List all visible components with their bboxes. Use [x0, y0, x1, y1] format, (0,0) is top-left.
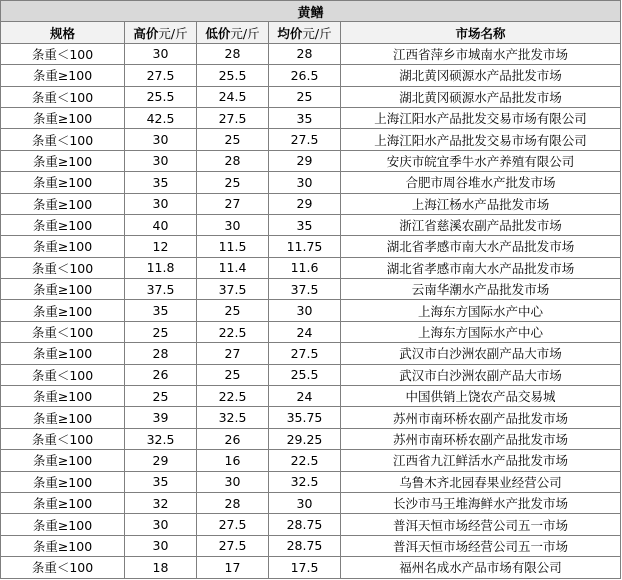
table-row: [1, 364, 621, 385]
cell-avg: 28.75: [269, 535, 341, 556]
cell-low: 25: [197, 364, 269, 385]
cell-low: 37.5: [197, 279, 269, 300]
cell-avg: 25: [269, 86, 341, 107]
cell-low: 27.5: [197, 514, 269, 535]
cell-low: 22.5: [197, 321, 269, 342]
cell-high: 12: [125, 236, 197, 257]
table-row: [1, 343, 621, 364]
cell-spec: 条重≥100: [1, 150, 125, 171]
cell-high: 29: [125, 450, 197, 471]
cell-market: 江西省萍乡市城南水产批发市场: [341, 43, 621, 64]
cell-avg: 30: [269, 492, 341, 513]
cell-spec: 条重≥100: [1, 343, 125, 364]
cell-low: 27.5: [197, 107, 269, 128]
cell-avg: 29: [269, 193, 341, 214]
cell-low: 27: [197, 343, 269, 364]
cell-high: 35: [125, 471, 197, 492]
cell-avg: 37.5: [269, 279, 341, 300]
cell-low: 25.5: [197, 65, 269, 86]
cell-spec: 条重＜100: [1, 257, 125, 278]
table-row: [1, 557, 621, 578]
cell-spec: 条重≥100: [1, 279, 125, 300]
header-low-unit: 元/斤: [230, 25, 260, 41]
cell-high: 25.5: [125, 86, 197, 107]
cell-high: 25: [125, 321, 197, 342]
table-row: [1, 172, 621, 193]
cell-spec: 条重＜100: [1, 43, 125, 64]
table-row: [1, 129, 621, 150]
table-row: [1, 279, 621, 300]
cell-market: 湖北省孝感市南大水产品批发市场: [341, 236, 621, 257]
cell-high: 18: [125, 557, 197, 578]
header-high: [125, 22, 197, 43]
cell-high: 30: [125, 129, 197, 150]
cell-spec: 条重≥100: [1, 407, 125, 428]
title-row: [1, 1, 621, 22]
cell-high: 27.5: [125, 65, 197, 86]
cell-high: 32: [125, 492, 197, 513]
cell-market: 江西省九江鲜活水产品批发市场: [341, 450, 621, 471]
header-avg-label: 均价: [277, 25, 303, 41]
cell-high: 30: [125, 193, 197, 214]
cell-market: 上海东方国际水产中心: [341, 321, 621, 342]
cell-avg: 26.5: [269, 65, 341, 86]
cell-spec: 条重≥100: [1, 193, 125, 214]
header-avg-unit: 元/斤: [302, 25, 332, 41]
table-row: [1, 86, 621, 107]
cell-market: 安庆市皖宜季牛水产养殖有限公司: [341, 150, 621, 171]
cell-avg: 24: [269, 386, 341, 407]
cell-market: 云南华潮水产品批发市场: [341, 279, 621, 300]
table-row: [1, 43, 621, 64]
table-row: [1, 428, 621, 449]
cell-spec: 条重≥100: [1, 386, 125, 407]
cell-high: 30: [125, 535, 197, 556]
cell-market: 湖北黄冈硕源水产品批发市场: [341, 65, 621, 86]
cell-avg: 35: [269, 107, 341, 128]
cell-market: 上海江阳水产品批发交易市场有限公司: [341, 107, 621, 128]
header-low: [197, 22, 269, 43]
cell-avg: 11.75: [269, 236, 341, 257]
table-title: 黄鳝: [1, 1, 621, 22]
cell-low: 25: [197, 129, 269, 150]
cell-low: 30: [197, 214, 269, 235]
cell-high: 30: [125, 514, 197, 535]
cell-market: 苏州市南环桥农副产品批发市场: [341, 407, 621, 428]
cell-avg: 29.25: [269, 428, 341, 449]
cell-market: 武汉市白沙洲农副产品大市场: [341, 343, 621, 364]
header-row: [1, 22, 621, 43]
table-body: [1, 43, 621, 578]
cell-high: 30: [125, 150, 197, 171]
cell-avg: 17.5: [269, 557, 341, 578]
table-row: [1, 300, 621, 321]
cell-market: 中国供销上饶农产品交易城: [341, 386, 621, 407]
cell-spec: 条重≥100: [1, 214, 125, 235]
cell-spec: 条重≥100: [1, 492, 125, 513]
cell-avg: 28.75: [269, 514, 341, 535]
cell-avg: 27.5: [269, 343, 341, 364]
cell-low: 27: [197, 193, 269, 214]
cell-low: 30: [197, 471, 269, 492]
cell-low: 16: [197, 450, 269, 471]
cell-avg: 25.5: [269, 364, 341, 385]
cell-high: 30: [125, 43, 197, 64]
cell-spec: 条重≥100: [1, 471, 125, 492]
cell-market: 乌鲁木齐北园春果业经营公司: [341, 471, 621, 492]
table-row: [1, 450, 621, 471]
cell-spec: 条重≥100: [1, 236, 125, 257]
cell-spec: 条重≥100: [1, 450, 125, 471]
cell-spec: 条重＜100: [1, 364, 125, 385]
cell-avg: 27.5: [269, 129, 341, 150]
cell-high: 40: [125, 214, 197, 235]
table-row: [1, 236, 621, 257]
cell-market: 上海江杨水产品批发市场: [341, 193, 621, 214]
cell-spec: 条重≥100: [1, 107, 125, 128]
table-row: [1, 514, 621, 535]
table-row: [1, 492, 621, 513]
cell-spec: 条重＜100: [1, 86, 125, 107]
cell-avg: 29: [269, 150, 341, 171]
cell-high: 42.5: [125, 107, 197, 128]
cell-low: 25: [197, 172, 269, 193]
cell-market: 武汉市白沙洲农副产品大市场: [341, 364, 621, 385]
cell-low: 32.5: [197, 407, 269, 428]
cell-high: 35: [125, 300, 197, 321]
cell-market: 湖北黄冈硕源水产品批发市场: [341, 86, 621, 107]
header-spec: 规格: [1, 22, 125, 43]
cell-spec: 条重≥100: [1, 535, 125, 556]
cell-spec: 条重＜100: [1, 129, 125, 150]
cell-avg: 24: [269, 321, 341, 342]
cell-high: 11.8: [125, 257, 197, 278]
cell-market: 普洱天恒市场经营公司五一市场: [341, 535, 621, 556]
cell-spec: 条重≥100: [1, 172, 125, 193]
cell-market: 湖北省孝感市南大水产品批发市场: [341, 257, 621, 278]
cell-avg: 30: [269, 172, 341, 193]
cell-market: 普洱天恒市场经营公司五一市场: [341, 514, 621, 535]
cell-avg: 35: [269, 214, 341, 235]
cell-low: 28: [197, 492, 269, 513]
cell-high: 35: [125, 172, 197, 193]
cell-low: 22.5: [197, 386, 269, 407]
cell-low: 17: [197, 557, 269, 578]
cell-market: 合肥市周谷堆水产批发市场: [341, 172, 621, 193]
cell-low: 11.4: [197, 257, 269, 278]
header-low-label: 低价: [205, 25, 231, 41]
table-row: [1, 65, 621, 86]
cell-avg: 35.75: [269, 407, 341, 428]
table-row: [1, 321, 621, 342]
header-avg: [269, 22, 341, 43]
cell-high: 37.5: [125, 279, 197, 300]
cell-market: 上海东方国际水产中心: [341, 300, 621, 321]
cell-spec: 条重＜100: [1, 428, 125, 449]
cell-market: 浙江省慈溪农副产品批发市场: [341, 214, 621, 235]
table-row: [1, 471, 621, 492]
cell-low: 11.5: [197, 236, 269, 257]
cell-avg: 30: [269, 300, 341, 321]
cell-avg: 22.5: [269, 450, 341, 471]
cell-market: 上海江阳水产品批发交易市场有限公司: [341, 129, 621, 150]
cell-high: 25: [125, 386, 197, 407]
cell-high: 39: [125, 407, 197, 428]
cell-spec: 条重≥100: [1, 65, 125, 86]
table-row: [1, 257, 621, 278]
cell-avg: 28: [269, 43, 341, 64]
cell-high: 32.5: [125, 428, 197, 449]
cell-low: 25: [197, 300, 269, 321]
table-row: [1, 214, 621, 235]
cell-high: 26: [125, 364, 197, 385]
cell-low: 28: [197, 150, 269, 171]
cell-spec: 条重≥100: [1, 514, 125, 535]
header-market: 市场名称: [341, 22, 621, 43]
cell-low: 28: [197, 43, 269, 64]
cell-market: 福州名成水产品市场有限公司: [341, 557, 621, 578]
table-row: [1, 193, 621, 214]
cell-spec: 条重≥100: [1, 300, 125, 321]
table-row: [1, 150, 621, 171]
header-high-label: 高价: [133, 25, 159, 41]
table-row: [1, 407, 621, 428]
table-row: [1, 107, 621, 128]
cell-low: 27.5: [197, 535, 269, 556]
cell-market: 长沙市马王堆海鲜水产批发市场: [341, 492, 621, 513]
header-high-unit: 元/斤: [158, 25, 188, 41]
table-row: [1, 535, 621, 556]
table-row: [1, 386, 621, 407]
cell-spec: 条重＜100: [1, 557, 125, 578]
cell-avg: 32.5: [269, 471, 341, 492]
cell-low: 26: [197, 428, 269, 449]
cell-spec: 条重＜100: [1, 321, 125, 342]
cell-low: 24.5: [197, 86, 269, 107]
cell-high: 28: [125, 343, 197, 364]
cell-market: 苏州市南环桥农副产品批发市场: [341, 428, 621, 449]
cell-avg: 11.6: [269, 257, 341, 278]
